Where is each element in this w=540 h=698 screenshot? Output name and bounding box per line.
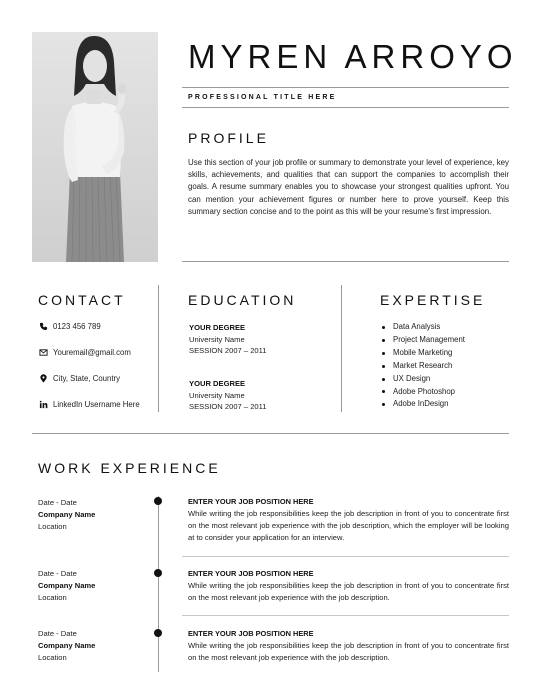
contact-phone-text: 0123 456 789	[53, 321, 101, 331]
location-icon	[38, 373, 48, 383]
job-description: While writing the job responsibilities keep the job description in front of you to concentrate first on the most relevant job experience with the job description.	[188, 640, 509, 662]
phone-icon	[38, 321, 48, 331]
divider	[182, 107, 509, 108]
list-item: Project Management	[380, 334, 465, 347]
education-heading: EDUCATION	[188, 292, 297, 308]
job-position: ENTER YOUR JOB POSITION HERE	[188, 629, 314, 638]
profile-photo	[32, 32, 158, 262]
list-item: Adobe InDesign	[380, 398, 465, 411]
list-item: Data Analysis	[380, 321, 465, 334]
school: University Name	[189, 390, 245, 400]
list-item: UX Design	[380, 373, 465, 386]
portrait-image	[32, 32, 158, 262]
job-position: ENTER YOUR JOB POSITION HERE	[188, 497, 314, 506]
contact-phone	[38, 321, 101, 331]
school: University Name	[189, 334, 245, 344]
job-meta	[38, 628, 95, 663]
contact-location-text: City, State, Country	[53, 373, 121, 383]
job-company: Company Name	[38, 580, 96, 590]
expertise-heading: EXPERTISE	[380, 292, 486, 308]
timeline-dot	[154, 569, 162, 577]
timeline-dot	[154, 629, 162, 637]
job-meta	[38, 497, 95, 532]
work-heading: WORK EXPERIENCE	[38, 460, 221, 476]
job-location: Location	[38, 592, 67, 602]
contact-heading: CONTACT	[38, 292, 126, 308]
candidate-name: MYREN ARROYO	[188, 38, 518, 75]
divider	[182, 615, 509, 616]
job-details	[188, 496, 509, 544]
education-item	[189, 322, 267, 357]
profile-heading: PROFILE	[188, 130, 269, 146]
job-description: While writing the job responsibilities keep the job description in front of you to concentrate first on the most relevant job experience with the job description.	[188, 580, 509, 602]
linkedin-icon	[38, 399, 48, 409]
list-item: Market Research	[380, 360, 465, 373]
divider	[182, 261, 509, 262]
email-icon	[38, 347, 48, 357]
contact-linkedin	[38, 399, 140, 409]
job-dates: Date - Date	[38, 498, 77, 507]
job-company: Company Name	[38, 509, 96, 519]
session: SESSION 2007 – 2011	[189, 402, 267, 411]
timeline-dot	[154, 497, 162, 505]
column-divider	[341, 285, 342, 412]
job-details	[188, 628, 509, 664]
column-divider	[158, 285, 159, 412]
session: SESSION 2007 – 2011	[189, 346, 267, 355]
job-dates: Date - Date	[38, 629, 77, 638]
divider	[182, 87, 509, 88]
profile-text: Use this section of your job profile or summary to demonstrate your level of experience, key skills, achievements, and qualities that can support the companies to accomplish their goals. A resume summary enables you to showcase your strongest qualities upfront. You can mention your achievement figures or number here to prove yourself. Keep this summary section concise and to the point as this will be your resume’s first impression.	[188, 158, 509, 216]
job-dates: Date - Date	[38, 569, 77, 578]
divider	[182, 556, 509, 557]
timeline-line	[158, 496, 159, 672]
contact-linkedin-text: LinkedIn Username Here	[53, 399, 140, 409]
expertise-list	[380, 321, 465, 411]
list-item: Adobe Photoshop	[380, 386, 465, 399]
degree: YOUR DEGREE	[189, 379, 246, 388]
contact-email	[38, 347, 131, 357]
contact-email-text: Youremail@gmail.com	[53, 347, 131, 357]
job-company: Company Name	[38, 640, 96, 650]
degree: YOUR DEGREE	[189, 323, 246, 332]
education-item	[189, 378, 267, 413]
job-location: Location	[38, 521, 67, 531]
divider	[32, 433, 509, 434]
job-meta	[38, 568, 95, 603]
job-description: While writing the job responsibilities keep the job description in front of you to concentrate first on the most relevant job experience with the job description, which the employer will be looking at to consider your application for an interview.	[188, 508, 509, 542]
professional-title: PROFESSIONAL TITLE HERE	[188, 94, 337, 101]
job-details	[188, 568, 509, 604]
list-item: Mobile Marketing	[380, 347, 465, 360]
contact-location	[38, 373, 120, 383]
job-location: Location	[38, 652, 67, 662]
job-position: ENTER YOUR JOB POSITION HERE	[188, 569, 314, 578]
